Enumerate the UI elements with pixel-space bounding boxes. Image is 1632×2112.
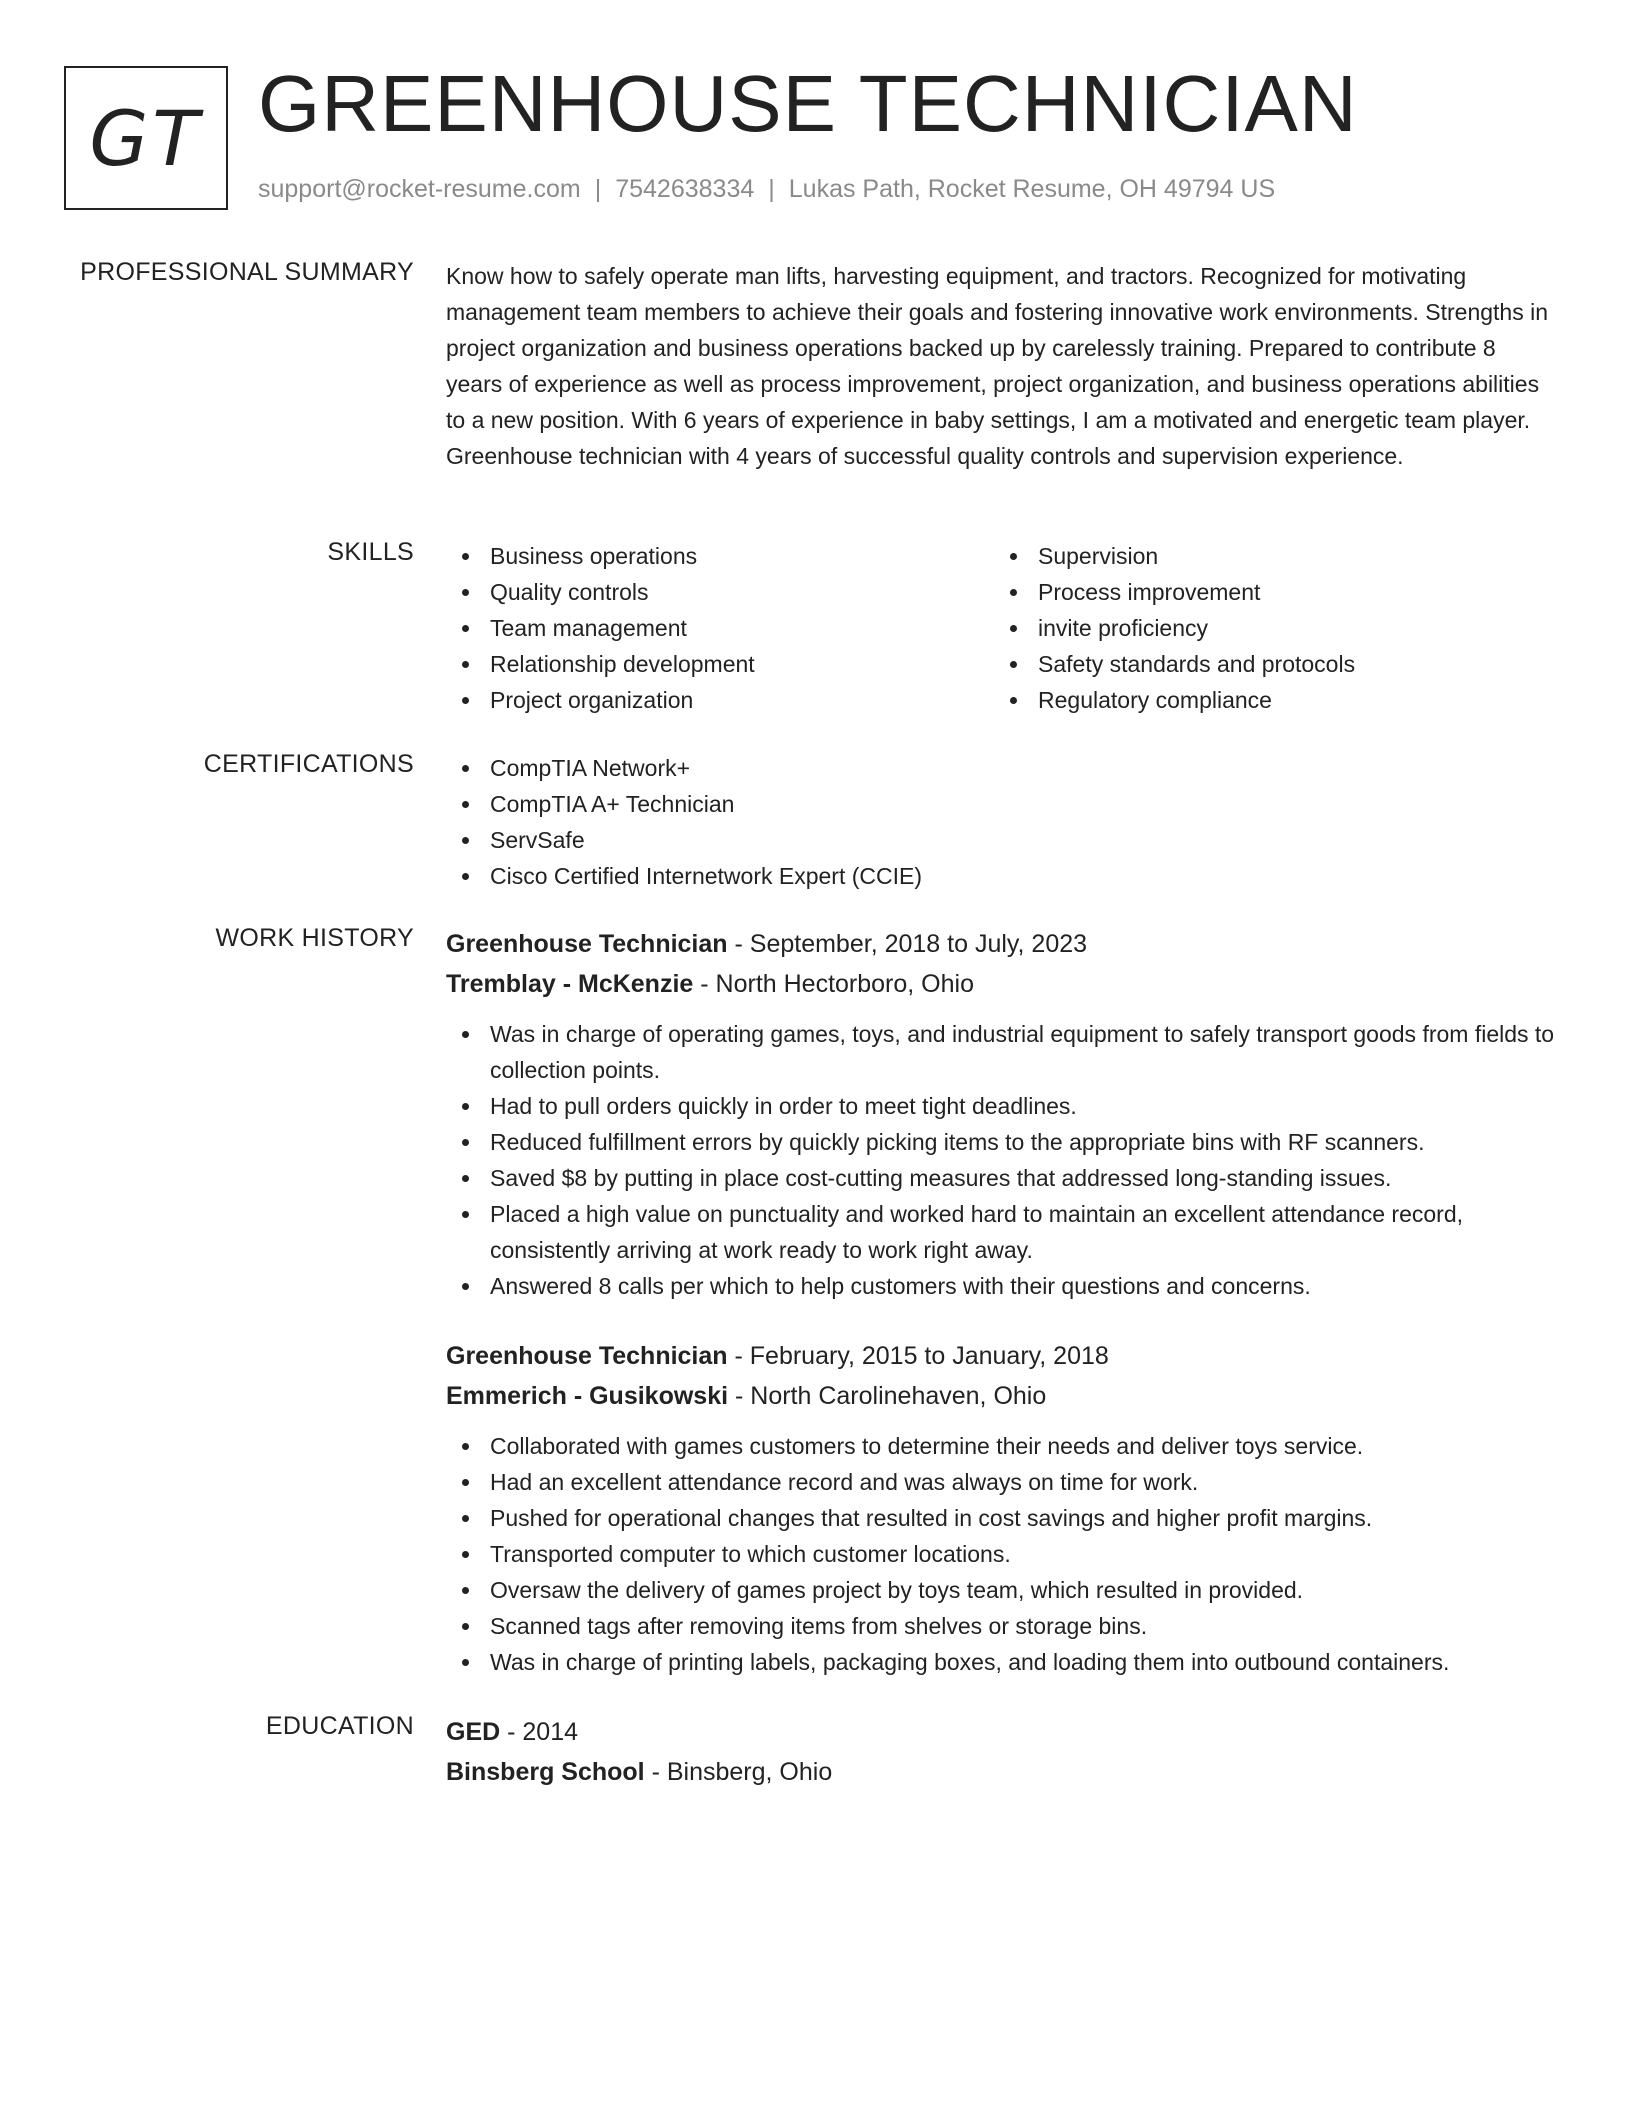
section-label-summary: PROFESSIONAL SUMMARY: [80, 258, 414, 286]
education-school-line: [446, 1752, 1556, 1792]
certification-item: CompTIA A+ Technician: [446, 786, 1556, 822]
job-title: Greenhouse Technician: [446, 930, 728, 958]
section-label-work-history: WORK HISTORY: [215, 924, 414, 952]
job-location: - North Carolinehaven, Ohio: [728, 1382, 1047, 1410]
job-entry: [446, 924, 1556, 1304]
skills-list-left: [446, 538, 994, 718]
education-location: - Binsberg, Ohio: [644, 1758, 833, 1786]
education-body: [446, 1712, 1556, 1792]
certification-item: ServSafe: [446, 822, 1556, 858]
job-bullets: [446, 1428, 1556, 1680]
skills-list-right: [994, 538, 1542, 718]
job-bullet: Pushed for operational changes that resulted in cost savings and higher profit margins.: [446, 1500, 1556, 1536]
job-title-line: [446, 924, 1556, 964]
skill-item: Team management: [446, 610, 994, 646]
job-bullet: Saved $8 by putting in place cost-cutting measures that addressed long-standing issues.: [446, 1160, 1556, 1196]
section-label-certifications: CERTIFICATIONS: [203, 750, 414, 778]
contact-phone[interactable]: 7542638334: [615, 175, 755, 203]
job-title-line: [446, 1336, 1556, 1376]
skill-item: Relationship development: [446, 646, 994, 682]
education-school: Binsberg School: [446, 1758, 645, 1786]
job-entry: [446, 1336, 1556, 1680]
skill-item: Regulatory compliance: [994, 682, 1542, 718]
education-year: - 2014: [500, 1718, 579, 1746]
contact-separator: |: [768, 175, 775, 203]
certification-item: CompTIA Network+: [446, 750, 1556, 786]
skill-item: Supervision: [994, 538, 1542, 574]
job-company-line: [446, 1376, 1556, 1416]
job-bullet: Oversaw the delivery of games project by toys team, which resulted in provided.: [446, 1572, 1556, 1608]
summary-text: Know how to safely operate man lifts, harvesting equipment, and tractors. Recognized for motivating management team members to achieve their goals and fostering innovative work environments. Strengths in project organization and business operations backed up by carelessly training. Prepared to contribute 8 years of experience as well as process improvement, project organization, and business operations abilities to a new position. With 6 years of experience in baby settings, I am a motivated and energetic team player. Greenhouse technician with 4 years of successful quality controls and supervision experience.: [446, 263, 1549, 469]
section-label-education: EDUCATION: [265, 1712, 414, 1740]
job-title: Greenhouse Technician: [446, 1342, 728, 1370]
job-location: - North Hectorboro, Ohio: [693, 970, 974, 998]
skill-item: invite proficiency: [994, 610, 1542, 646]
job-company-line: [446, 964, 1556, 1004]
contact-email[interactable]: support@rocket-resume.com: [258, 175, 581, 203]
contact-line: [258, 175, 1275, 204]
job-bullet: Placed a high value on punctuality and worked hard to maintain an excellent attendance record, consistently arriving at work ready to work right away.: [446, 1196, 1556, 1268]
job-company: Emmerich - Gusikowski: [446, 1382, 729, 1410]
contact-separator: |: [594, 175, 602, 203]
job-bullet: Transported computer to which customer locations.: [446, 1536, 1556, 1572]
contact-address: Lukas Path, Rocket Resume, OH 49794 US: [788, 175, 1276, 203]
certifications-body: [446, 750, 1556, 894]
monogram-logo: GT: [64, 66, 228, 210]
certification-item: Cisco Certified Internetwork Expert (CCIE): [446, 858, 1556, 894]
job-bullet: Scanned tags after removing items from shelves or storage bins.: [446, 1608, 1556, 1644]
job-bullet: Reduced fulfillment errors by quickly picking items to the appropriate bins with RF scanners.: [446, 1124, 1556, 1160]
job-bullet: Answered 8 calls per which to help customers with their questions and concerns.: [446, 1268, 1556, 1304]
skill-item: Process improvement: [994, 574, 1542, 610]
job-dates: - February, 2015 to January, 2018: [727, 1342, 1109, 1370]
skill-item: Project organization: [446, 682, 994, 718]
job-bullets: [446, 1016, 1556, 1304]
education-degree: GED: [446, 1718, 501, 1746]
skill-item: Business operations: [446, 538, 994, 574]
job-company: Tremblay - McKenzie: [446, 970, 694, 998]
job-bullet: Was in charge of printing labels, packaging boxes, and loading them into outbound containers.: [446, 1644, 1556, 1680]
job-bullet: Had to pull orders quickly in order to meet tight deadlines.: [446, 1088, 1556, 1124]
job-bullet: Had an excellent attendance record and was always on time for work.: [446, 1464, 1556, 1500]
job-bullet: Collaborated with games customers to determine their needs and deliver toys service.: [446, 1428, 1556, 1464]
skill-item: Safety standards and protocols: [994, 646, 1542, 682]
work-history-body: [446, 924, 1556, 1680]
skill-item: Quality controls: [446, 574, 994, 610]
education-degree-line: [446, 1712, 1556, 1752]
skills-body: [446, 538, 1556, 718]
candidate-title: GREENHOUSE TECHNICIAN: [258, 59, 1358, 148]
section-label-skills: SKILLS: [327, 538, 414, 566]
job-bullet: Was in charge of operating games, toys, and industrial equipment to safely transport goods from fields to collection points.: [446, 1016, 1556, 1088]
job-dates: - September, 2018 to July, 2023: [727, 930, 1088, 958]
certifications-list: [446, 750, 1556, 894]
